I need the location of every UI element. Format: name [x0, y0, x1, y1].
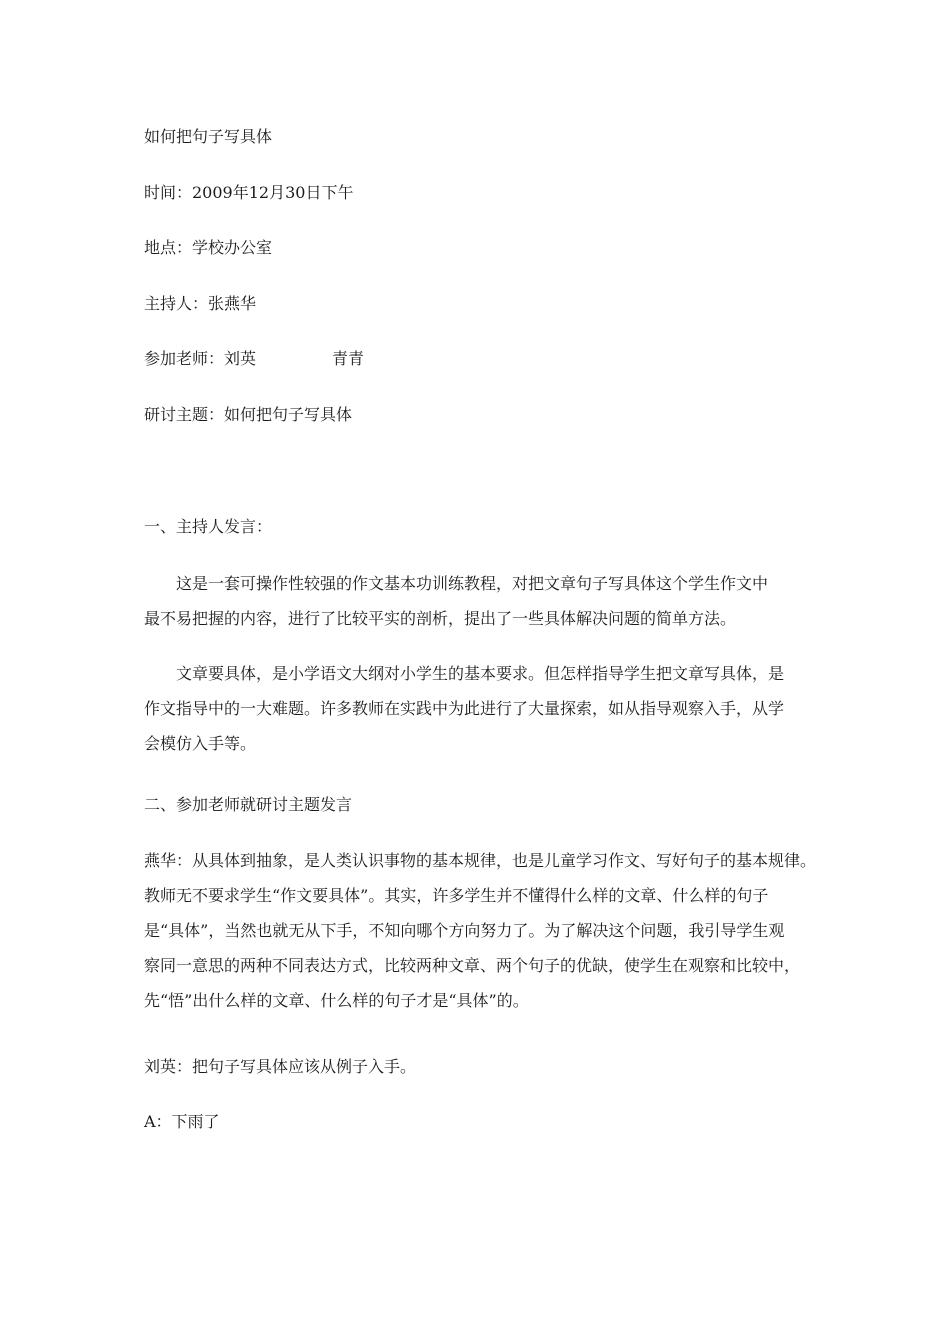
meeting-time: 时间：2009年12月30日下午 — [144, 183, 354, 202]
section2-paragraph-1 — [144, 843, 817, 1018]
paragraph-line: 作文指导中的一大难题。许多教师在实践中为此进行了大量探索，如从指导观察入手，从学 — [144, 699, 785, 718]
participants-label: 参加老师：刘英 — [144, 349, 257, 368]
paragraph-line: 这是一套可操作性较强的作文基本功训练教程，对把文章句子写具体这个学生作文中 — [176, 574, 769, 593]
paragraph-line: 最不易把握的内容，进行了比较平实的剖析，提出了一些具体解决问题的简单方法。 — [144, 609, 737, 628]
paragraph-line: 燕华：从具体到抽象，是人类认识事物的基本规律，也是儿童学习作文、写好句子的基本规律。 — [144, 851, 817, 870]
meeting-place: 地点：学校办公室 — [144, 238, 273, 257]
section2-paragraph-2: 刘英：把句子写具体应该从例子入手。 — [144, 1057, 417, 1076]
document-title: 如何把句子写具体 — [144, 127, 273, 146]
section1-heading: 一、主持人发言： — [144, 517, 273, 536]
section2-heading: 二、参加老师就研讨主题发言 — [144, 795, 353, 814]
paragraph-line: 文章要具体，是小学语文大纲对小学生的基本要求。但怎样指导学生把文章写具体，是 — [176, 664, 785, 683]
section1-paragraph-1 — [144, 566, 810, 636]
paragraph-line: 是“具体”，当然也就无从下手，不知向哪个方向努力了。为了解决这个问题，我引导学生观 — [144, 921, 785, 940]
participant-second: 青青 — [332, 349, 365, 368]
paragraph-line: 先“悟”出什么样的文章、什么样的句子才是“具体”的。 — [144, 991, 529, 1010]
section2-paragraph-3: A：下雨了 — [144, 1112, 220, 1131]
paragraph-line: 会模仿入手等。 — [144, 734, 257, 753]
meeting-participants — [144, 349, 364, 369]
paragraph-line: 察同一意思的两种不同表达方式，比较两种文章、两个句子的优缺，使学生在观察和比较中， — [144, 956, 801, 975]
paragraph-line: 教师无不要求学生“作文要具体”。其实，许多学生并不懂得什么样的文章、什么样的句子 — [144, 886, 769, 905]
meeting-host: 主持人：张燕华 — [144, 294, 257, 313]
meeting-topic: 研讨主题：如何把句子写具体 — [144, 405, 353, 424]
section1-paragraph-2 — [144, 656, 810, 761]
